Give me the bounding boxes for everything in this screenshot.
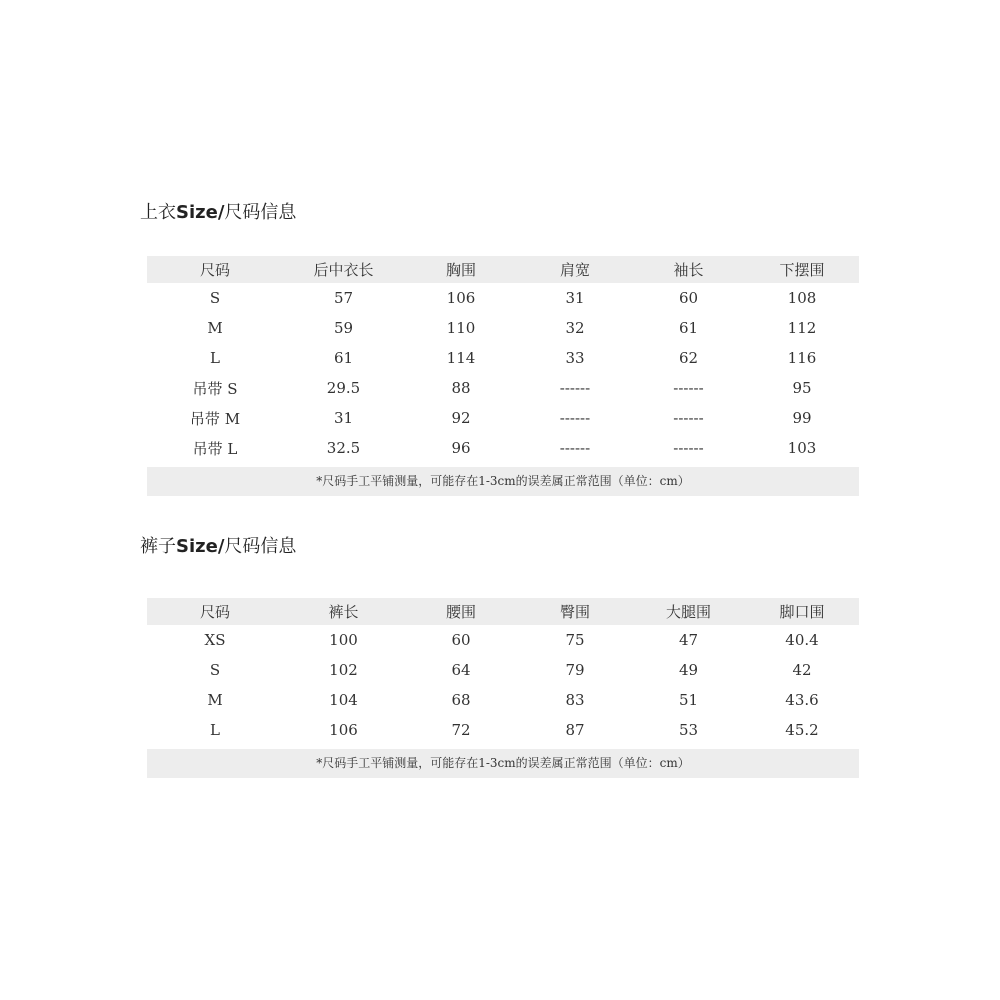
column-header: 臀围 [518,598,632,625]
measurement-cell: 79 [518,655,632,685]
measurement-cell: 29.5 [283,373,404,403]
table-row [147,715,859,745]
table-row [147,433,859,463]
measurement-cell: 60 [404,625,518,655]
measurement-cell: 103 [745,433,859,463]
table-row [147,625,859,655]
size-label-cell: 吊带 M [147,403,283,433]
measurement-cell: 42 [745,655,859,685]
measurement-cell: 51 [632,685,745,715]
size-label-cell: XS [147,625,283,655]
title-size-label: Size/ [176,536,225,557]
size-table [147,598,859,745]
measurement-cell: ------ [518,433,632,463]
measurement-cell: ------ [632,433,745,463]
measurement-cell: 31 [283,403,404,433]
title-size-label: Size/ [176,202,225,223]
measurement-cell: 47 [632,625,745,655]
measurement-note: *尺码手工平铺测量，可能存在1-3cm的误差属正常范围（单位：cm） [147,749,859,778]
measurement-cell: 110 [404,313,518,343]
size-label-cell: M [147,685,283,715]
measurement-cell: ------ [632,373,745,403]
size-label-cell: M [147,313,283,343]
title-prefix: 上衣 [140,202,176,223]
column-header: 下摆围 [745,256,859,283]
measurement-cell: 106 [404,283,518,313]
measurement-cell: 60 [632,283,745,313]
table-row [147,655,859,685]
size-label-cell: L [147,343,283,373]
measurement-cell: 68 [404,685,518,715]
size-label-cell: 吊带 L [147,433,283,463]
measurement-cell: 106 [283,715,404,745]
measurement-cell: 87 [518,715,632,745]
table-row [147,685,859,715]
measurement-cell: 108 [745,283,859,313]
table-row [147,283,859,313]
table-row [147,313,859,343]
measurement-note: *尺码手工平铺测量，可能存在1-3cm的误差属正常范围（单位：cm） [147,467,859,496]
measurement-cell: 112 [745,313,859,343]
measurement-cell: 45.2 [745,715,859,745]
measurement-cell: 92 [404,403,518,433]
pants-size-table [147,598,859,778]
measurement-cell: 116 [745,343,859,373]
measurement-cell: 49 [632,655,745,685]
measurement-cell: 83 [518,685,632,715]
measurement-cell: 59 [283,313,404,343]
table-row [147,403,859,433]
measurement-cell: 62 [632,343,745,373]
measurement-cell: 43.6 [745,685,859,715]
table-row [147,343,859,373]
measurement-cell: 53 [632,715,745,745]
pants-size-title [140,537,296,557]
measurement-cell: 32.5 [283,433,404,463]
measurement-cell: 40.4 [745,625,859,655]
column-header: 袖长 [632,256,745,283]
measurement-cell: 100 [283,625,404,655]
measurement-cell: 33 [518,343,632,373]
size-table [147,256,859,463]
header-row [147,256,859,283]
top-size-title [140,203,296,223]
measurement-cell: 102 [283,655,404,685]
column-header: 肩宽 [518,256,632,283]
table-row [147,373,859,403]
column-header: 尺码 [147,256,283,283]
measurement-cell: 104 [283,685,404,715]
size-label-cell: S [147,655,283,685]
title-prefix: 裤子 [140,536,176,557]
measurement-cell: 96 [404,433,518,463]
measurement-cell: 31 [518,283,632,313]
measurement-cell: 114 [404,343,518,373]
measurement-cell: 72 [404,715,518,745]
title-suffix: 尺码信息 [224,536,297,557]
column-header: 腰围 [404,598,518,625]
measurement-cell: 61 [283,343,404,373]
measurement-cell: 61 [632,313,745,343]
top-size-table [147,256,859,496]
measurement-cell: 57 [283,283,404,313]
measurement-cell: 32 [518,313,632,343]
column-header: 大腿围 [632,598,745,625]
measurement-cell: 75 [518,625,632,655]
column-header: 尺码 [147,598,283,625]
measurement-cell: 64 [404,655,518,685]
size-label-cell: L [147,715,283,745]
measurement-cell: ------ [632,403,745,433]
measurement-cell: ------ [518,403,632,433]
title-suffix: 尺码信息 [224,202,297,223]
size-label-cell: S [147,283,283,313]
measurement-cell: 88 [404,373,518,403]
header-row [147,598,859,625]
measurement-cell: ------ [518,373,632,403]
size-label-cell: 吊带 S [147,373,283,403]
column-header: 脚口围 [745,598,859,625]
measurement-cell: 99 [745,403,859,433]
measurement-cell: 95 [745,373,859,403]
column-header: 胸围 [404,256,518,283]
column-header: 后中衣长 [283,256,404,283]
column-header: 裤长 [283,598,404,625]
